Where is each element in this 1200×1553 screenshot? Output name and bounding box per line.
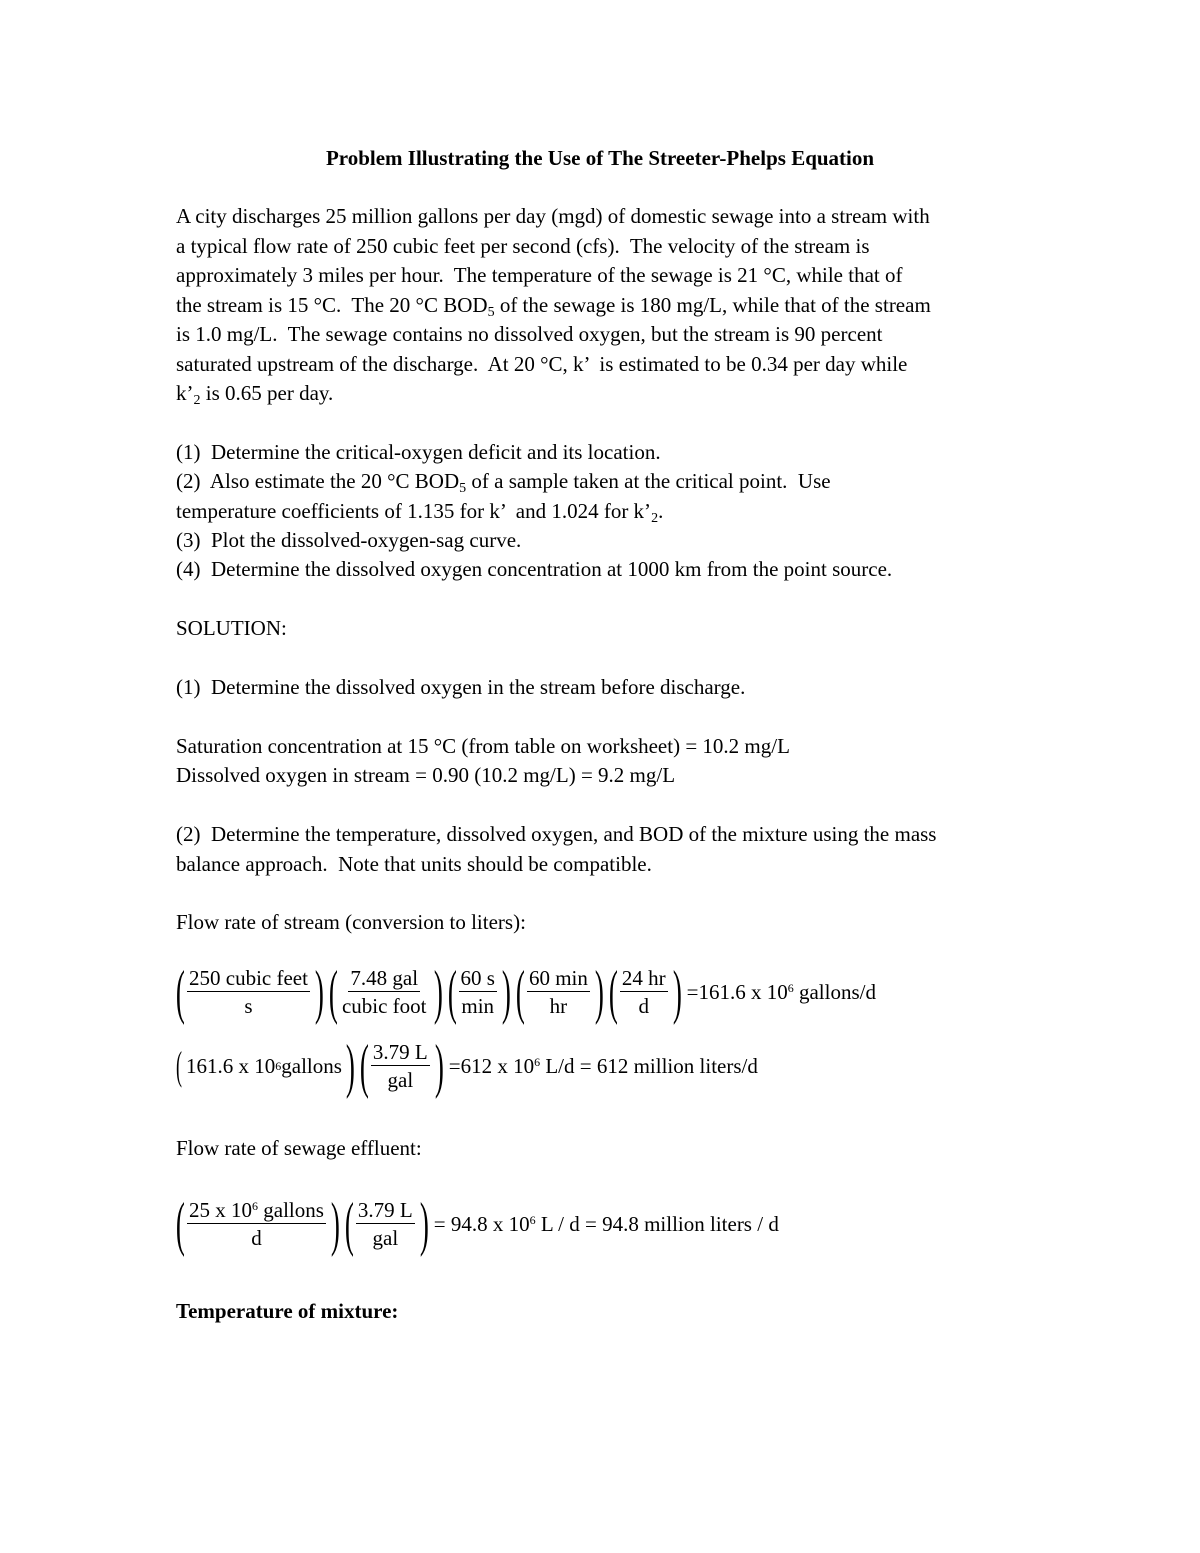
task-3: (3) Plot the dissolved-oxygen-sag curve. [176, 528, 522, 552]
bod-subscript: 5 [459, 481, 467, 496]
task-2 [176, 467, 831, 495]
task-2-coefficients: temperature coefficients of 1.135 for k’ and 1.024 for k’ [176, 499, 652, 523]
task-4: (4) Determine the dissolved oxygen concentration at 1000 km from the point source. [176, 557, 893, 581]
exponent: 6 [787, 981, 794, 995]
flow-sewage-heading: Flow rate of sewage effluent: [176, 1136, 422, 1160]
factor-3: ( $\frac{60 s}{\min}$ ) [447, 959, 511, 1025]
saturation-line: Saturation concentration at 15 °C (from table on worksheet) = 10.2 mg/L [176, 734, 790, 758]
solution-heading: SOLUTION: [176, 616, 287, 640]
factor-liters: ( $\frac{3.79 L}{\text{gal}}$ ) [359, 1033, 444, 1099]
lead-value: 161.6 x 10 [186, 1054, 276, 1078]
intro-line-3: approximately 3 miles per hour. The temperature of the sewage is 21 °C, while that of [176, 263, 903, 287]
result-value: =161.6 x 10 [686, 980, 788, 1004]
numerator-unit: gallons [258, 1197, 324, 1222]
lead-unit: gallons [281, 1054, 342, 1078]
intro-line-5: is 1.0 mg/L. The sewage contains no dissolved oxygen, but the stream is 90 percent [176, 322, 883, 346]
numerator: 3.79 L [357, 1197, 413, 1222]
intro-line-1: A city discharges 25 million gallons per day (mgd) of domestic sewage into a stream with [176, 204, 930, 228]
temperature-of-mixture-heading: Temperature of mixture: [176, 1299, 399, 1323]
denominator: d [251, 1225, 262, 1250]
exponent: 6 [529, 1213, 536, 1227]
intro-line-2: a typical flow rate of 250 cubic feet per second (cfs). The velocity of the stream is [176, 234, 870, 258]
denominator: d [638, 993, 649, 1018]
equation-sewage-flow [172, 1191, 779, 1257]
equation-liters-conversion [172, 1033, 758, 1099]
k2-label: k’ [176, 381, 194, 405]
intro-line-4-rest: of the sewage is 180 mg/L, while that of the stream [494, 293, 931, 317]
factor-4: ( $\frac{60 \min}{hr}$ ) [515, 959, 604, 1025]
numerator: 250 cubic feet [189, 965, 308, 990]
numerator: 7.48 gal [350, 965, 419, 990]
k2-subscript: 2 [193, 393, 201, 408]
page-title: Problem Illustrating the Use of The Streeter-Phelps Equation [325, 146, 875, 170]
denominator: cubic foot [341, 993, 427, 1018]
factor-1: ( $\frac{25 x 10^6 gallons}{d}$ ) [175, 1191, 340, 1257]
denominator: gal [387, 1067, 414, 1092]
task-2-part: (2) Also estimate the 20 °C BOD [176, 469, 460, 493]
denominator: gal [372, 1225, 399, 1250]
factor-1: ( $\frac{\text{250 cubic feet}}{s}$ ) [175, 959, 324, 1025]
factor-5: ( $\frac{24 hr}{d}$ ) [608, 959, 682, 1025]
result-unit: L/d = 612 million liters/d [540, 1054, 758, 1078]
task-1: (1) Determine the critical-oxygen deficit and its location. [176, 440, 661, 464]
bod-subscript: 5 [487, 305, 495, 320]
factor-lead: ( 161.6 x 10 6 gallons ) [175, 1033, 355, 1099]
factor-2: ( $\frac{\text{7.48 gal}}{\text{cubic foot}}$ ) [328, 959, 443, 1025]
numerator [187, 1197, 326, 1224]
equation-result [449, 1052, 758, 1080]
equation-stream-flow [172, 959, 876, 1025]
exponent: 6 [534, 1055, 541, 1069]
result-unit: gallons/d [793, 980, 876, 1004]
k2-subscript: 2 [651, 511, 659, 526]
result-value: =612 x 10 [448, 1054, 535, 1078]
numerator: 24 hr [621, 965, 666, 990]
dissolved-oxygen-line: Dissolved oxygen in stream = 0.90 (10.2 mg/L) = 9.2 mg/L [176, 763, 676, 787]
factor-2: ( $\frac{3.79 L}{\text{gal}}$ ) [344, 1191, 429, 1257]
denominator: s [244, 993, 253, 1018]
result-value: = 94.8 x 10 [433, 1212, 530, 1236]
equation-result [687, 978, 876, 1006]
denominator: hr [549, 993, 568, 1018]
intro-line-4-part: the stream is 15 °C. The 20 °C BOD [176, 293, 488, 317]
numerator-value: 25 x 10 [189, 1197, 252, 1222]
solution-step-1: (1) Determine the dissolved oxygen in the stream before discharge. [176, 675, 746, 699]
equation-result [434, 1210, 779, 1238]
denominator: min [461, 993, 495, 1018]
numerator: 60 min [528, 965, 588, 990]
intro-line-4 [176, 291, 931, 319]
intro-line-6: saturated upstream of the discharge. At 20 °C, k’ is estimated to be 0.34 per day while [176, 352, 908, 376]
intro-line-7 [176, 379, 333, 407]
numerator: 60 s [460, 965, 495, 990]
task-2-rest: of a sample taken at the critical point. Use [466, 469, 831, 493]
numerator: 3.79 L [372, 1039, 428, 1064]
result-unit: L / d = 94.8 million liters / d [535, 1212, 779, 1236]
task-2-period: . [658, 499, 664, 523]
exponent: 6 [252, 1198, 258, 1213]
solution-step-2: (2) Determine the temperature, dissolved oxygen, and BOD of the mixture using the mass [176, 822, 937, 846]
solution-step-2-continued: balance approach. Note that units should be compatible. [176, 852, 652, 876]
flow-stream-heading: Flow rate of stream (conversion to liters): [176, 910, 526, 934]
intro-line-7-rest: is 0.65 per day. [200, 381, 334, 405]
task-2-continued [176, 497, 663, 525]
